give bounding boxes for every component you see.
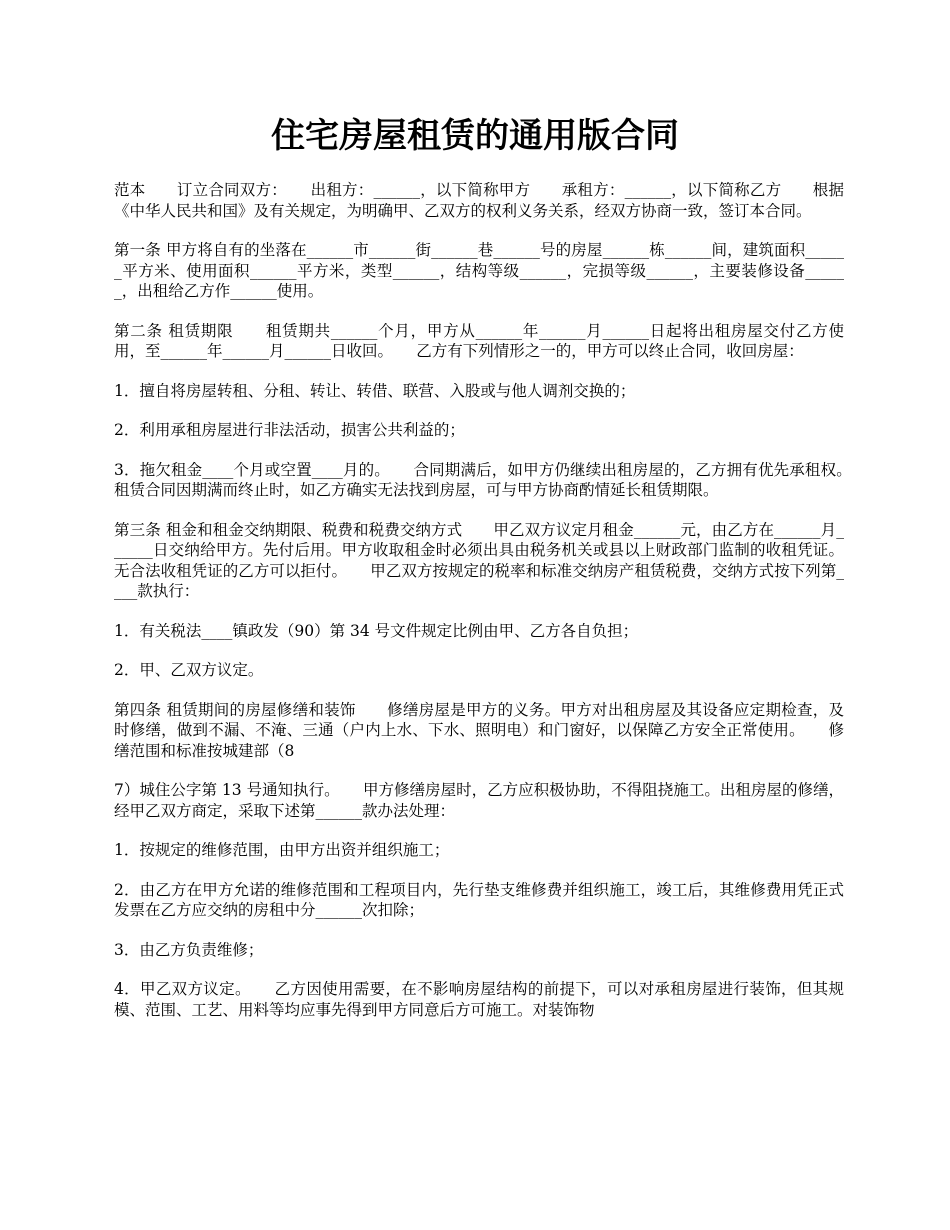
paragraph-article-3-item-2: 2．甲、乙双方议定。 <box>114 661 264 679</box>
paragraph-article-4-item-2: 2．由乙方在甲方允诺的维修范围和工程项目内，先行垫支维修费并组织施工，竣工后，其维修费用凭正式发票在乙方应交纳的房租中分______次扣除； <box>114 880 844 919</box>
paragraph-article-4: 第四条 租赁期间的房屋修缮和装饰 修缮房屋是甲方的义务。甲方对出租房屋及其设备应定期检查，及时修缮，做到不漏、不淹、三通（户内上水、下水、照明电）和门窗好，以保障乙方安全正常使用。 修缮范围和标准按城建部（8 <box>114 700 844 760</box>
document-title: 住宅房屋租赁的通用版合同 <box>271 116 679 156</box>
paragraph-article-2-item-1: 1．擅自将房屋转租、分租、转让、转借、联营、入股或与他人调剂交换的； <box>114 381 636 400</box>
paragraph-article-3-item-1: 1．有关税法____镇政发（90）第 34 号文件规定比例由甲、乙方各自负担； <box>114 621 639 640</box>
paragraph-article-4-item-3: 3．由乙方负责维修； <box>114 940 264 959</box>
paragraph-article-4-cont: 7）城住公字第 13 号通知执行。 甲方修缮房屋时，乙方应积极协助，不得阻挠施工。出租房屋的修缮，经甲乙双方商定，采取下述第______款办法处理： <box>114 781 844 820</box>
paragraph-article-2: 第二条 租赁期限 租赁期共______个月，甲方从______年______月______日起将出租房屋交付乙方使用，至______年______月______日收回。 乙方有下列情形之一的，甲方可以终止合同，收回房屋： <box>114 321 844 360</box>
paragraph-article-1: 第一条 甲方将自有的坐落在______市______街______巷______号的房屋______栋______间，建筑面积______平方米、使用面积______平方米，类型______，结构等级______，完损等级______，主要装修设备______，出租给乙方作______使用。 <box>114 241 844 300</box>
document-body <box>114 180 876 1039</box>
paragraph-article-4-item-4: 4．甲乙双方议定。 乙方因使用需要，在不影响房屋结构的前提下，可以对承租房屋进行装饰，但其规模、范围、工艺、用料等均应事先得到甲方同意后方可施工。对装饰物 <box>114 980 844 1019</box>
paragraph-article-3: 第三条 租金和租金交纳期限、税费和税费交纳方式 甲乙双方议定月租金______元，由乙方在______月______日交纳给甲方。先付后用。甲方收取租金时必须出具由税务机关或县以上财政部门监制的收租凭证。无合法收租凭证的乙方可以拒付。 甲乙双方按规定的税率和标准交纳房产租赁税费，交纳方式按下列第____款执行： <box>114 520 844 600</box>
paragraph-article-4-item-1: 1．按规定的维修范围，由甲方出资并组织施工； <box>114 841 450 859</box>
paragraph-article-2-item-2: 2．利用承租房屋进行非法活动，损害公共利益的； <box>114 421 465 439</box>
paragraph-article-2-item-3: 3．拖欠租金____个月或空置____月的。 合同期满后，如甲方仍继续出租房屋的，乙方拥有优先承租权。 租赁合同因期满而终止时，如乙方确实无法找到房屋，可与甲方协商酌情延长租赁期限。 <box>114 460 876 499</box>
paragraph-preamble: 范本 订立合同双方： 出租方：______，以下简称甲方 承租方：______，以下简称乙方 根据《中华人民共和国》及有关规定，为明确甲、乙双方的权利义务关系，经双方协商一致，签订本合同。 <box>114 181 844 220</box>
